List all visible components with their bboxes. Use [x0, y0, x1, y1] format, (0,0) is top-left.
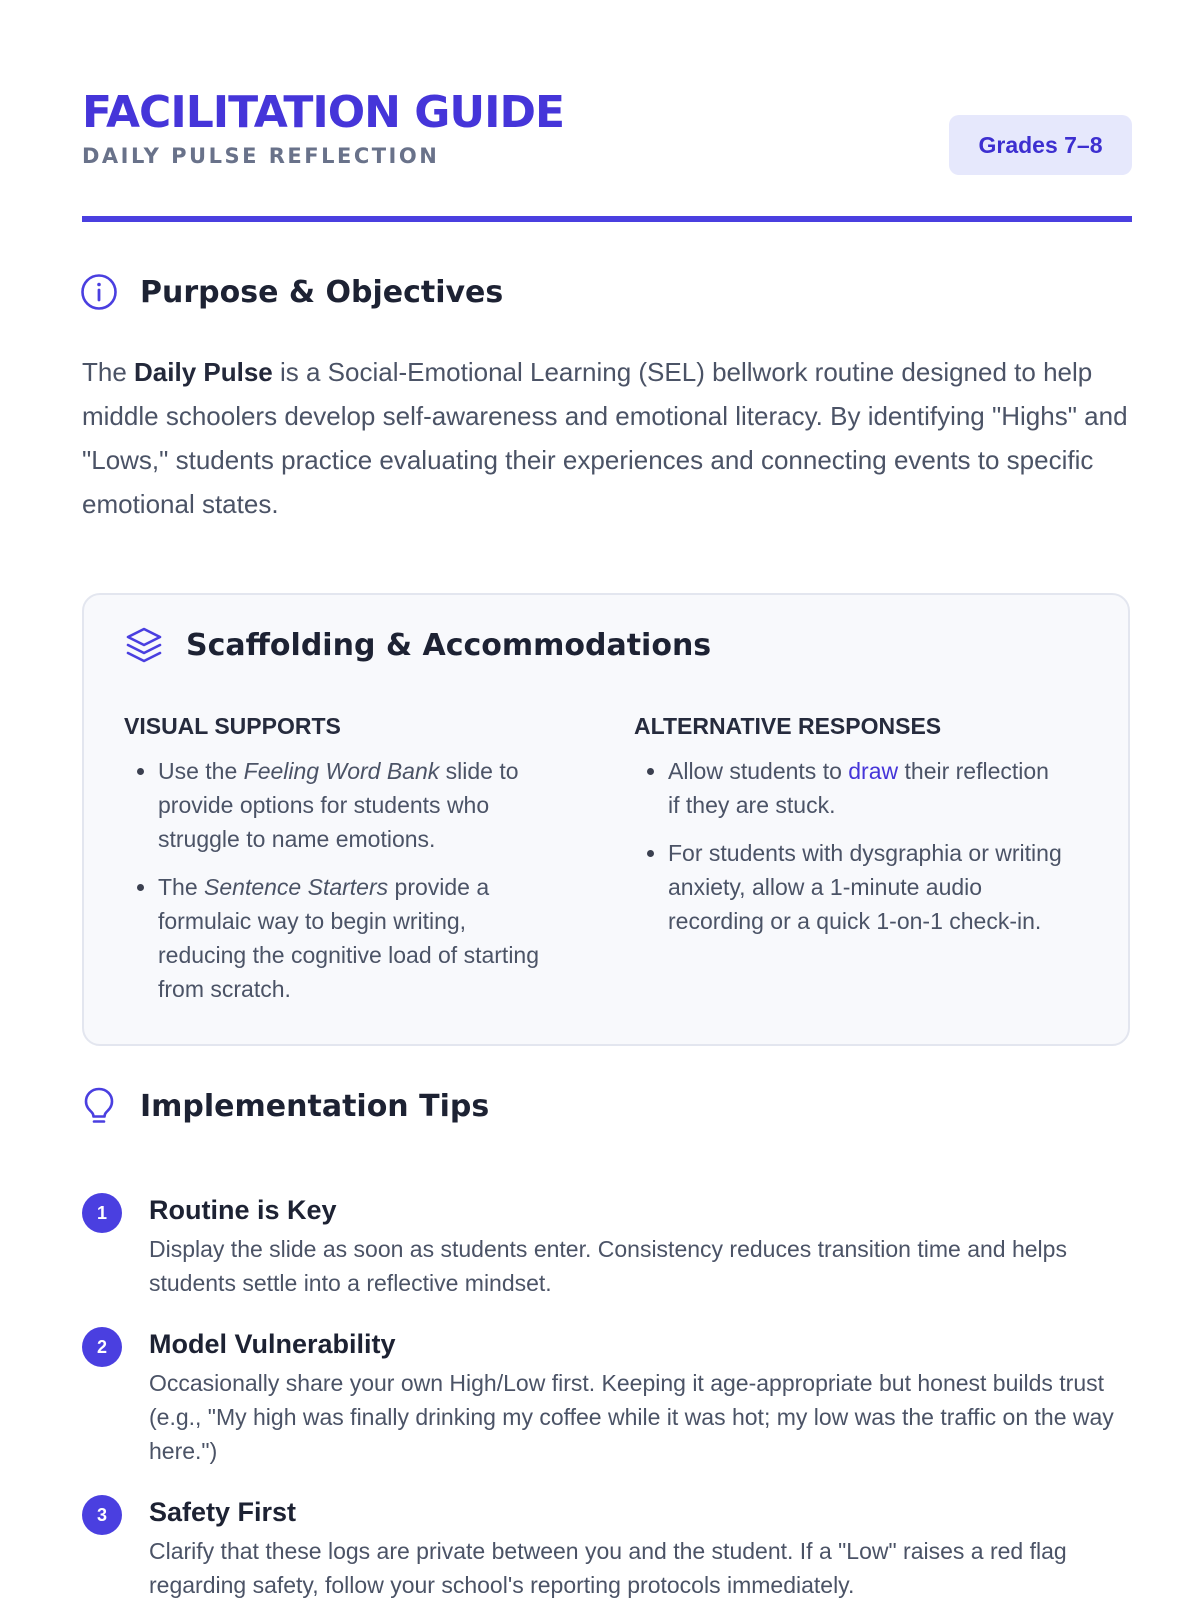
- item-text: The: [158, 874, 205, 900]
- sentence-starters-term: Sentence Starters: [204, 874, 389, 900]
- tip-title: Safety First: [149, 1497, 297, 1527]
- tip-number-badge: 2: [82, 1327, 122, 1367]
- tip-item-model-vulnerability: [82, 1324, 1142, 1468]
- lightbulb-icon: [80, 1086, 118, 1126]
- tip-description: Display the slide as soon as students enter. Consistency reduces transition time and helps students settle into a reflective mindset.: [149, 1236, 1067, 1296]
- scaffolding-section-header: [124, 625, 711, 665]
- scaffolding-heading: Scaffolding & Accommodations: [186, 627, 712, 663]
- layers-icon: [124, 625, 164, 665]
- header-divider: [82, 216, 1132, 222]
- purpose-section-header: [80, 273, 503, 311]
- tip-item-routine: [82, 1190, 1142, 1300]
- page-subtitle: DAILY PULSE REFLECTION: [82, 144, 440, 168]
- page-title: FACILITATION GUIDE: [82, 87, 565, 138]
- tip-number-badge: 3: [82, 1495, 122, 1535]
- visual-supports-heading: VISUAL SUPPORTS: [124, 713, 341, 739]
- visual-supports-list: [124, 754, 554, 1006]
- item-text: provide a formulaic way to begin writing, reducing the cognitive load of starting from scratch.: [158, 874, 540, 1002]
- scaffolding-panel: [82, 593, 1130, 1046]
- list-item: • For students with dysgraphia or writing anxiety, allow a 1-minute audio recording or a quick 1-on-1 check-in.: [668, 836, 1064, 938]
- purpose-text-start: The: [82, 357, 135, 387]
- tip-title: Routine is Key: [149, 1195, 337, 1225]
- alternative-responses-list: [634, 754, 1064, 938]
- purpose-paragraph: [82, 350, 1142, 526]
- purpose-text-end: is a Social-Emotional Learning (SEL) bellwork routine designed to help middle schoolers develop self-awareness and emotional literacy. By identifying "Highs" and "Lows," students practice evaluating their experiences and connecting events to specific emotional states.: [82, 357, 1128, 519]
- list-item: [158, 754, 554, 856]
- alternative-responses-column: [634, 713, 1064, 952]
- list-item: [668, 754, 1064, 822]
- daily-pulse-term: Daily Pulse: [134, 357, 273, 387]
- page-header: [82, 84, 1132, 168]
- tip-number-badge: 1: [82, 1193, 122, 1233]
- item-text: Allow students to: [668, 758, 849, 784]
- feeling-word-bank-term: Feeling Word Bank: [243, 758, 440, 784]
- tip-description: Clarify that these logs are private between you and the student. If a "Low" raises a red flag regarding safety, follow your school's reporting protocols immediately.: [149, 1538, 1067, 1598]
- info-circle-icon: [80, 273, 118, 311]
- item-text: Use the: [158, 758, 244, 784]
- tips-heading: Implementation Tips: [140, 1088, 490, 1124]
- item-text: slide to provide options for students who struggle to name emotions.: [158, 758, 519, 852]
- list-item: [158, 870, 554, 1006]
- tip-description: Occasionally share your own High/Low first. Keeping it age-appropriate but honest builds trust (e.g., "My high was finally drinking my coffee while it was hot; my low was the traffic on the way here."): [149, 1370, 1114, 1464]
- tip-title: Model Vulnerability: [149, 1329, 396, 1359]
- draw-highlight: draw: [848, 758, 899, 784]
- item-text: their reflection if they are stuck.: [668, 758, 1049, 818]
- purpose-heading: Purpose & Objectives: [140, 274, 504, 310]
- grade-badge: Grades 7–8: [949, 115, 1132, 175]
- tip-item-safety-first: [82, 1492, 1142, 1602]
- visual-supports-column: [124, 713, 554, 1020]
- alternative-responses-heading: ALTERNATIVE RESPONSES: [634, 713, 942, 739]
- tips-section-header: [80, 1086, 489, 1126]
